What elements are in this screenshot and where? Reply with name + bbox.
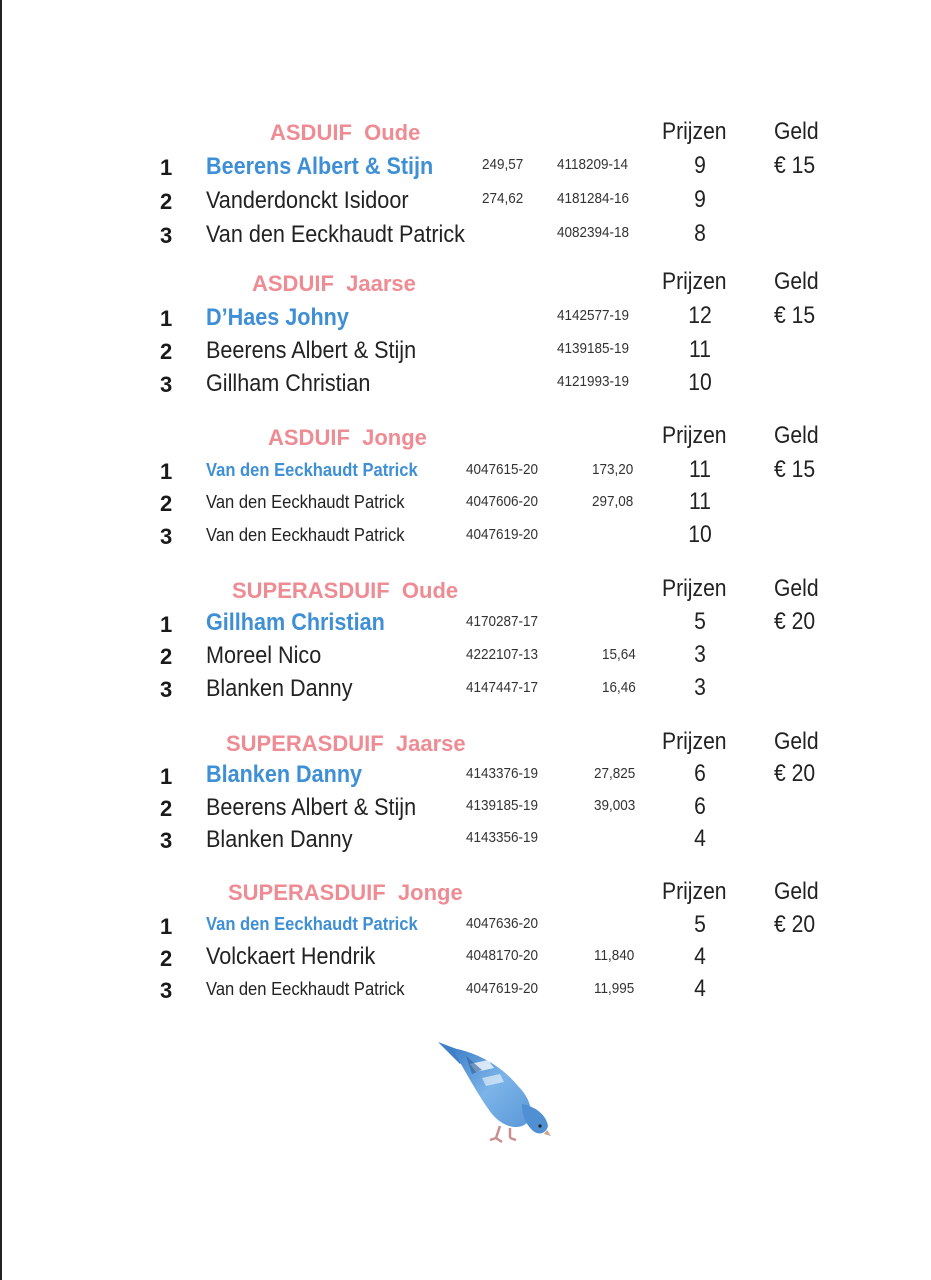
prizes-count: 12 [688,302,712,329]
winner-name: Beerens Albert & Stijn [206,153,434,180]
rank: 2 [160,946,173,971]
prizes-count: 10 [688,521,712,548]
winner-name: Van den Eeckhaudt Patrick [206,460,418,480]
value-b: 4142577-19 [557,307,630,324]
value-a: 4047636-20 [466,915,539,932]
value-b: 4181284-16 [557,190,630,207]
section-title: SUPERASDUIF Jonge [228,880,463,905]
value-a: 4143356-19 [466,829,539,846]
rank: 1 [160,914,173,939]
prizes-count: 9 [694,152,706,179]
value-b: 11,840 [594,947,635,964]
value-a: 4147447-17 [466,679,539,696]
participant-name: Van den Eeckhaudt Patrick [206,221,465,248]
rank: 2 [160,339,173,364]
prizes-count: 11 [689,456,711,483]
value-b: 4121993-19 [557,373,630,390]
money-header: Geld [774,878,819,905]
money-header: Geld [774,268,819,295]
value-b: 39,003 [594,797,636,814]
value-b: 4139185-19 [557,340,630,357]
prizes-count: 5 [694,608,706,635]
section-title: ASDUIF Jaarse [252,271,416,296]
value-a: 4170287-17 [466,613,539,630]
rank: 2 [160,644,173,669]
value-b: 4082394-18 [557,224,630,241]
section-title: SUPERASDUIF Oude [232,578,459,603]
rank: 3 [160,223,173,248]
prizes-header: Prijzen [662,268,727,295]
participant-name: Van den Eeckhaudt Patrick [206,492,405,512]
participant-name: Blanken Danny [206,675,353,702]
prizes-count: 4 [694,825,706,852]
participant-name: Beerens Albert & Stijn [206,794,417,821]
rank: 1 [160,306,173,331]
value-a: 4139185-19 [466,797,539,814]
value-a: 4047619-20 [466,526,539,543]
value-b: 4118209-14 [557,156,629,173]
value-a: 4047606-20 [466,493,539,510]
prizes-header: Prijzen [662,878,727,905]
value-b: 11,995 [594,980,635,997]
value-b: 16,46 [602,679,636,696]
money-header: Geld [774,118,819,145]
value-a: 274,62 [482,190,524,207]
prize-money: € 15 [774,456,816,483]
rank: 1 [160,612,173,637]
rank: 2 [160,491,173,516]
participant-name: Beerens Albert & Stijn [206,337,417,364]
value-b: 297,08 [592,493,634,510]
value-a: 4222107-13 [466,646,539,663]
value-a: 249,57 [482,156,524,173]
prize-money: € 20 [774,911,816,938]
prizes-count: 3 [694,674,706,701]
prize-money: € 15 [774,152,816,179]
prizes-header: Prijzen [662,728,727,755]
prizes-count: 11 [689,488,711,515]
rank: 1 [160,155,173,180]
rank: 3 [160,372,173,397]
prize-money: € 15 [774,302,816,329]
winner-name: D’Haes Johny [206,304,349,331]
money-header: Geld [774,422,819,449]
prizes-header: Prijzen [662,118,727,145]
winner-name: Gillham Christian [206,609,385,636]
prize-money: € 20 [774,608,816,635]
value-b: 173,20 [592,461,634,478]
winner-name: Blanken Danny [206,761,363,788]
money-header: Geld [774,728,819,755]
section-title: SUPERASDUIF Jaarse [226,731,466,756]
rank: 3 [160,524,173,549]
rank: 1 [160,459,173,484]
value-b: 15,64 [602,646,636,663]
value-a: 4047619-20 [466,980,539,997]
prizes-count: 11 [689,336,711,363]
value-a: 4048170-20 [466,947,539,964]
rank: 2 [160,189,173,214]
value-a: 4047615-20 [466,461,539,478]
prizes-count: 9 [694,186,706,213]
rank: 3 [160,677,173,702]
prize-money: € 20 [774,760,816,787]
prizes-count: 5 [694,911,706,938]
participant-name: Moreel Nico [206,642,322,669]
section-title: ASDUIF Jonge [268,425,427,450]
prizes-count: 3 [694,641,706,668]
money-header: Geld [774,575,819,602]
prizes-count: 4 [694,943,706,970]
prizes-count: 10 [688,369,712,396]
participant-name: Van den Eeckhaudt Patrick [206,979,405,999]
prizes-header: Prijzen [662,422,727,449]
section-title: ASDUIF Oude [270,120,421,145]
rank: 2 [160,796,173,821]
prizes-count: 4 [694,975,706,1002]
prizes-count: 8 [694,220,706,247]
rank: 3 [160,828,173,853]
prizes-header: Prijzen [662,575,727,602]
prizes-count: 6 [694,760,706,787]
rank: 3 [160,978,173,1003]
participant-name: Vanderdonckt Isidoor [206,187,409,214]
participant-name: Blanken Danny [206,826,353,853]
rank: 1 [160,764,173,789]
winner-name: Van den Eeckhaudt Patrick [206,914,418,934]
participant-name: Gillham Christian [206,370,371,397]
value-a: 4143376-19 [466,765,539,782]
participant-name: Van den Eeckhaudt Patrick [206,525,405,545]
pigeon-image [430,1034,560,1146]
value-b: 27,825 [594,765,636,782]
participant-name: Volckaert Hendrik [206,943,376,970]
prizes-count: 6 [694,793,706,820]
